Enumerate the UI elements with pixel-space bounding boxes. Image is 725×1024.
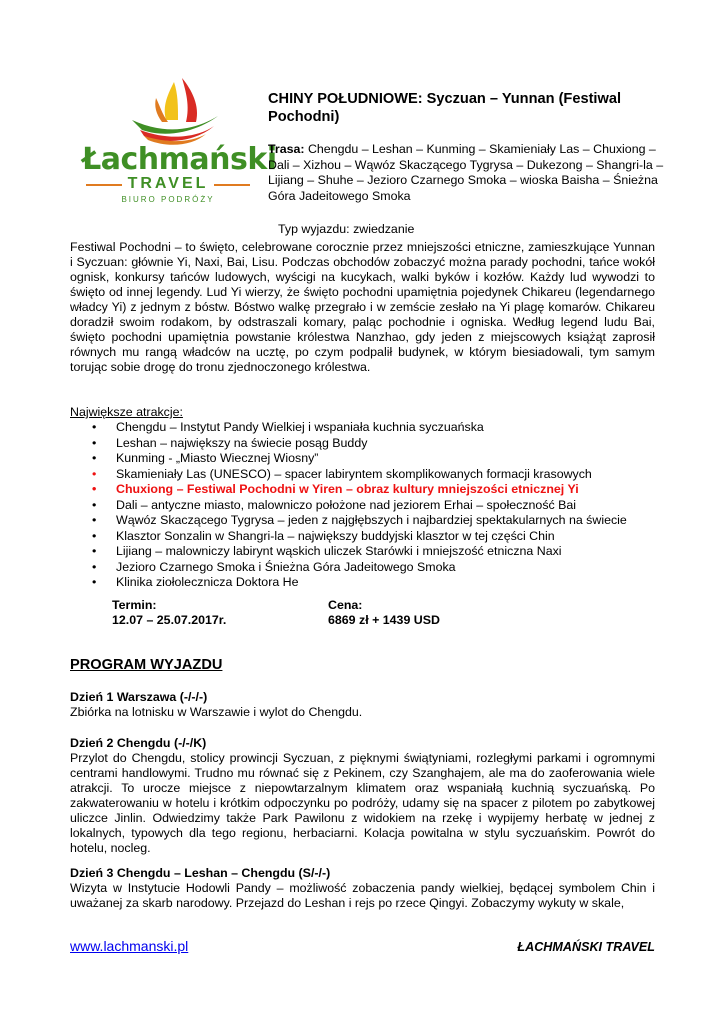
list-item: • Skamieniały Las (UNESCO) – spacer labiryntem skomplikowanych formacji krasowych bbox=[116, 467, 655, 483]
term-label: Termin: bbox=[112, 598, 157, 612]
list-item: • Kunming - „Miasto Wiecznej Wiosny” bbox=[116, 451, 655, 467]
intro-paragraph: Festiwal Pochodni – to święto, celebrowane corocznie przez mniejszości etniczne, zamieszkujące Yunnan i Syczuan: głównie Yi, Naxi, Bai, Lisu. Podczas obchodów zobaczyć można parady pochodni, tańce wokół ognisk, konkursy tańców ludowych, wyścigi na kucykach, walki byków i kozłów. Każdy lud wywodzi to święto od innej legendy. Lud Yi wierzy, że święto pochodni upamiętnia pojedynek Chikareu (legendarnego władcy Yi) z jednym z bóstw. Bóstwo walkę przegrało i w zemście zesłało na Yi plagę komarów. Chikareu doradził swoim rodakom, by odstraszali komary, paląc pochodnie i ogniska. Według legend ludu Bai, święto pochodni upamiętnia powstanie królestwa Nanzhao, gdy jeden z miejscowych książąt zaprosił równych mu rangą władców na ucztę, po czym podpalił budynek, w którym biesiadowali, tym samym torując sobie drogę do tronu zjednoczonego królestwa. bbox=[70, 240, 655, 374]
footer-company: ŁACHMAŃSKI TRAVEL bbox=[517, 940, 655, 954]
list-item: • Dali – antyczne miasto, malowniczo położone nad jeziorem Erhai – społeczność Bai bbox=[116, 498, 655, 514]
sail-flame-icon bbox=[82, 76, 254, 146]
list-item: • Klasztor Sonzalin w Shangri-la – największy buddyjski klasztor w tej części Chin bbox=[116, 529, 655, 545]
route-text: Chengdu – Leshan – Kunming – Skamieniały Las – Chuxiong – Dali – Xizhou – Wąwóz Skaczącego Tygrysa – Dukezong – Shangri-la – Lijiang – Shuhe – Jezioro Czarnego Smoka – wioska Baisha – Śnieżna Góra Jadeitowego Smoka bbox=[268, 142, 664, 203]
logo-biuro: BIURO PODRÓŻY bbox=[121, 195, 215, 204]
price-value: 6869 zł + 1439 USD bbox=[328, 613, 440, 627]
day-text: Wizyta w Instytucie Hodowli Pandy – możliwość zobaczenia pandy wielkiej, będącej symbolem Chin i uważanej za skarb narodowy. Przejazd do Leshan i rejs po rzece Qingyi. Zobaczymy wykuty w skale, bbox=[70, 881, 655, 910]
website-link[interactable]: www.lachmanski.pl bbox=[70, 938, 189, 954]
list-item: • Lijiang – malowniczy labirynt wąskich uliczek Starówki i mniejszość etniczna Naxi bbox=[116, 544, 655, 560]
list-item: • Leshan – największy na świecie posąg Buddy bbox=[116, 436, 655, 452]
term-value: 12.07 – 25.07.2017r. bbox=[112, 613, 227, 627]
program-heading: PROGRAM WYJAZDU bbox=[70, 657, 223, 673]
page-footer bbox=[70, 939, 655, 955]
list-item: • Jezioro Czarnego Smoka i Śnieżna Góra Jadeitowego Smoka bbox=[116, 560, 655, 576]
price-label: Cena: bbox=[328, 598, 363, 612]
logo-brand: Łachmański bbox=[82, 142, 277, 177]
list-item-highlight: • Chuxiong – Festiwal Pochodni w Yiren – obraz kultury mniejszości etnicznej Yi bbox=[116, 482, 655, 498]
day-section bbox=[70, 866, 655, 911]
day-section bbox=[70, 736, 655, 856]
attractions-heading: Największe atrakcje: bbox=[70, 405, 183, 419]
main-content bbox=[70, 240, 655, 591]
trip-type: Typ wyjazdu: zwiedzanie bbox=[278, 222, 415, 236]
day-text: Przylot do Chengdu, stolicy prowincji Syczuan, z pięknymi świątyniami, rozległymi parkami i ogromnymi centrami handlowymi. Trudno mu równać się z Pekinem, czy Szanghajem, ale ma do zaoferowania wiele atrakcji. To urocze miejsce z niepowtarzalnym klimatem oraz wspaniałą kuchnią syczuańską. Po zakwaterowaniu w hotelu i krótkim odpoczynku po podróży, udamy się na spacer z pilotem po zabytkowej uliczce Jinlin. Odwiedzimy także Park Pawilonu z widokiem na rzekę i wypijemy herbatę w jednej z lokalnych, typowych dla tego regionu, herbaciarni. Kolacja powitalna w stylu syczuańskim. Powrót do hotelu, nocleg. bbox=[70, 751, 655, 855]
route bbox=[268, 142, 668, 204]
list-item: • Wąwóz Skaczącego Tygrysa – jeden z najgłębszych i najbardziej spektakularnych na świecie bbox=[116, 513, 655, 529]
route-label: Trasa: bbox=[268, 142, 305, 156]
company-logo bbox=[82, 76, 277, 208]
page-title: CHINY POŁUDNIOWE: Syczuan – Yunnan (Festiwal Pochodni) bbox=[268, 91, 622, 125]
day-title: Dzień 3 Chengdu – Leshan – Chengdu (S/-/-) bbox=[70, 866, 331, 880]
list-item: • Klinika ziołolecznicza Doktora He bbox=[116, 575, 655, 591]
day-title: Dzień 2 Chengdu (-/-/K) bbox=[70, 736, 207, 750]
day-title: Dzień 1 Warszawa (-/-/-) bbox=[70, 690, 208, 704]
list-item: • Chengdu – Instytut Pandy Wielkiej i wspaniała kuchnia syczuańska bbox=[116, 420, 655, 436]
logo-travel: TRAVEL bbox=[127, 175, 209, 192]
attractions-list bbox=[70, 420, 655, 591]
day-section bbox=[70, 690, 655, 720]
trip-header bbox=[268, 90, 668, 204]
day-text: Zbiórka na lotnisku w Warszawie i wylot do Chengdu. bbox=[70, 705, 363, 719]
